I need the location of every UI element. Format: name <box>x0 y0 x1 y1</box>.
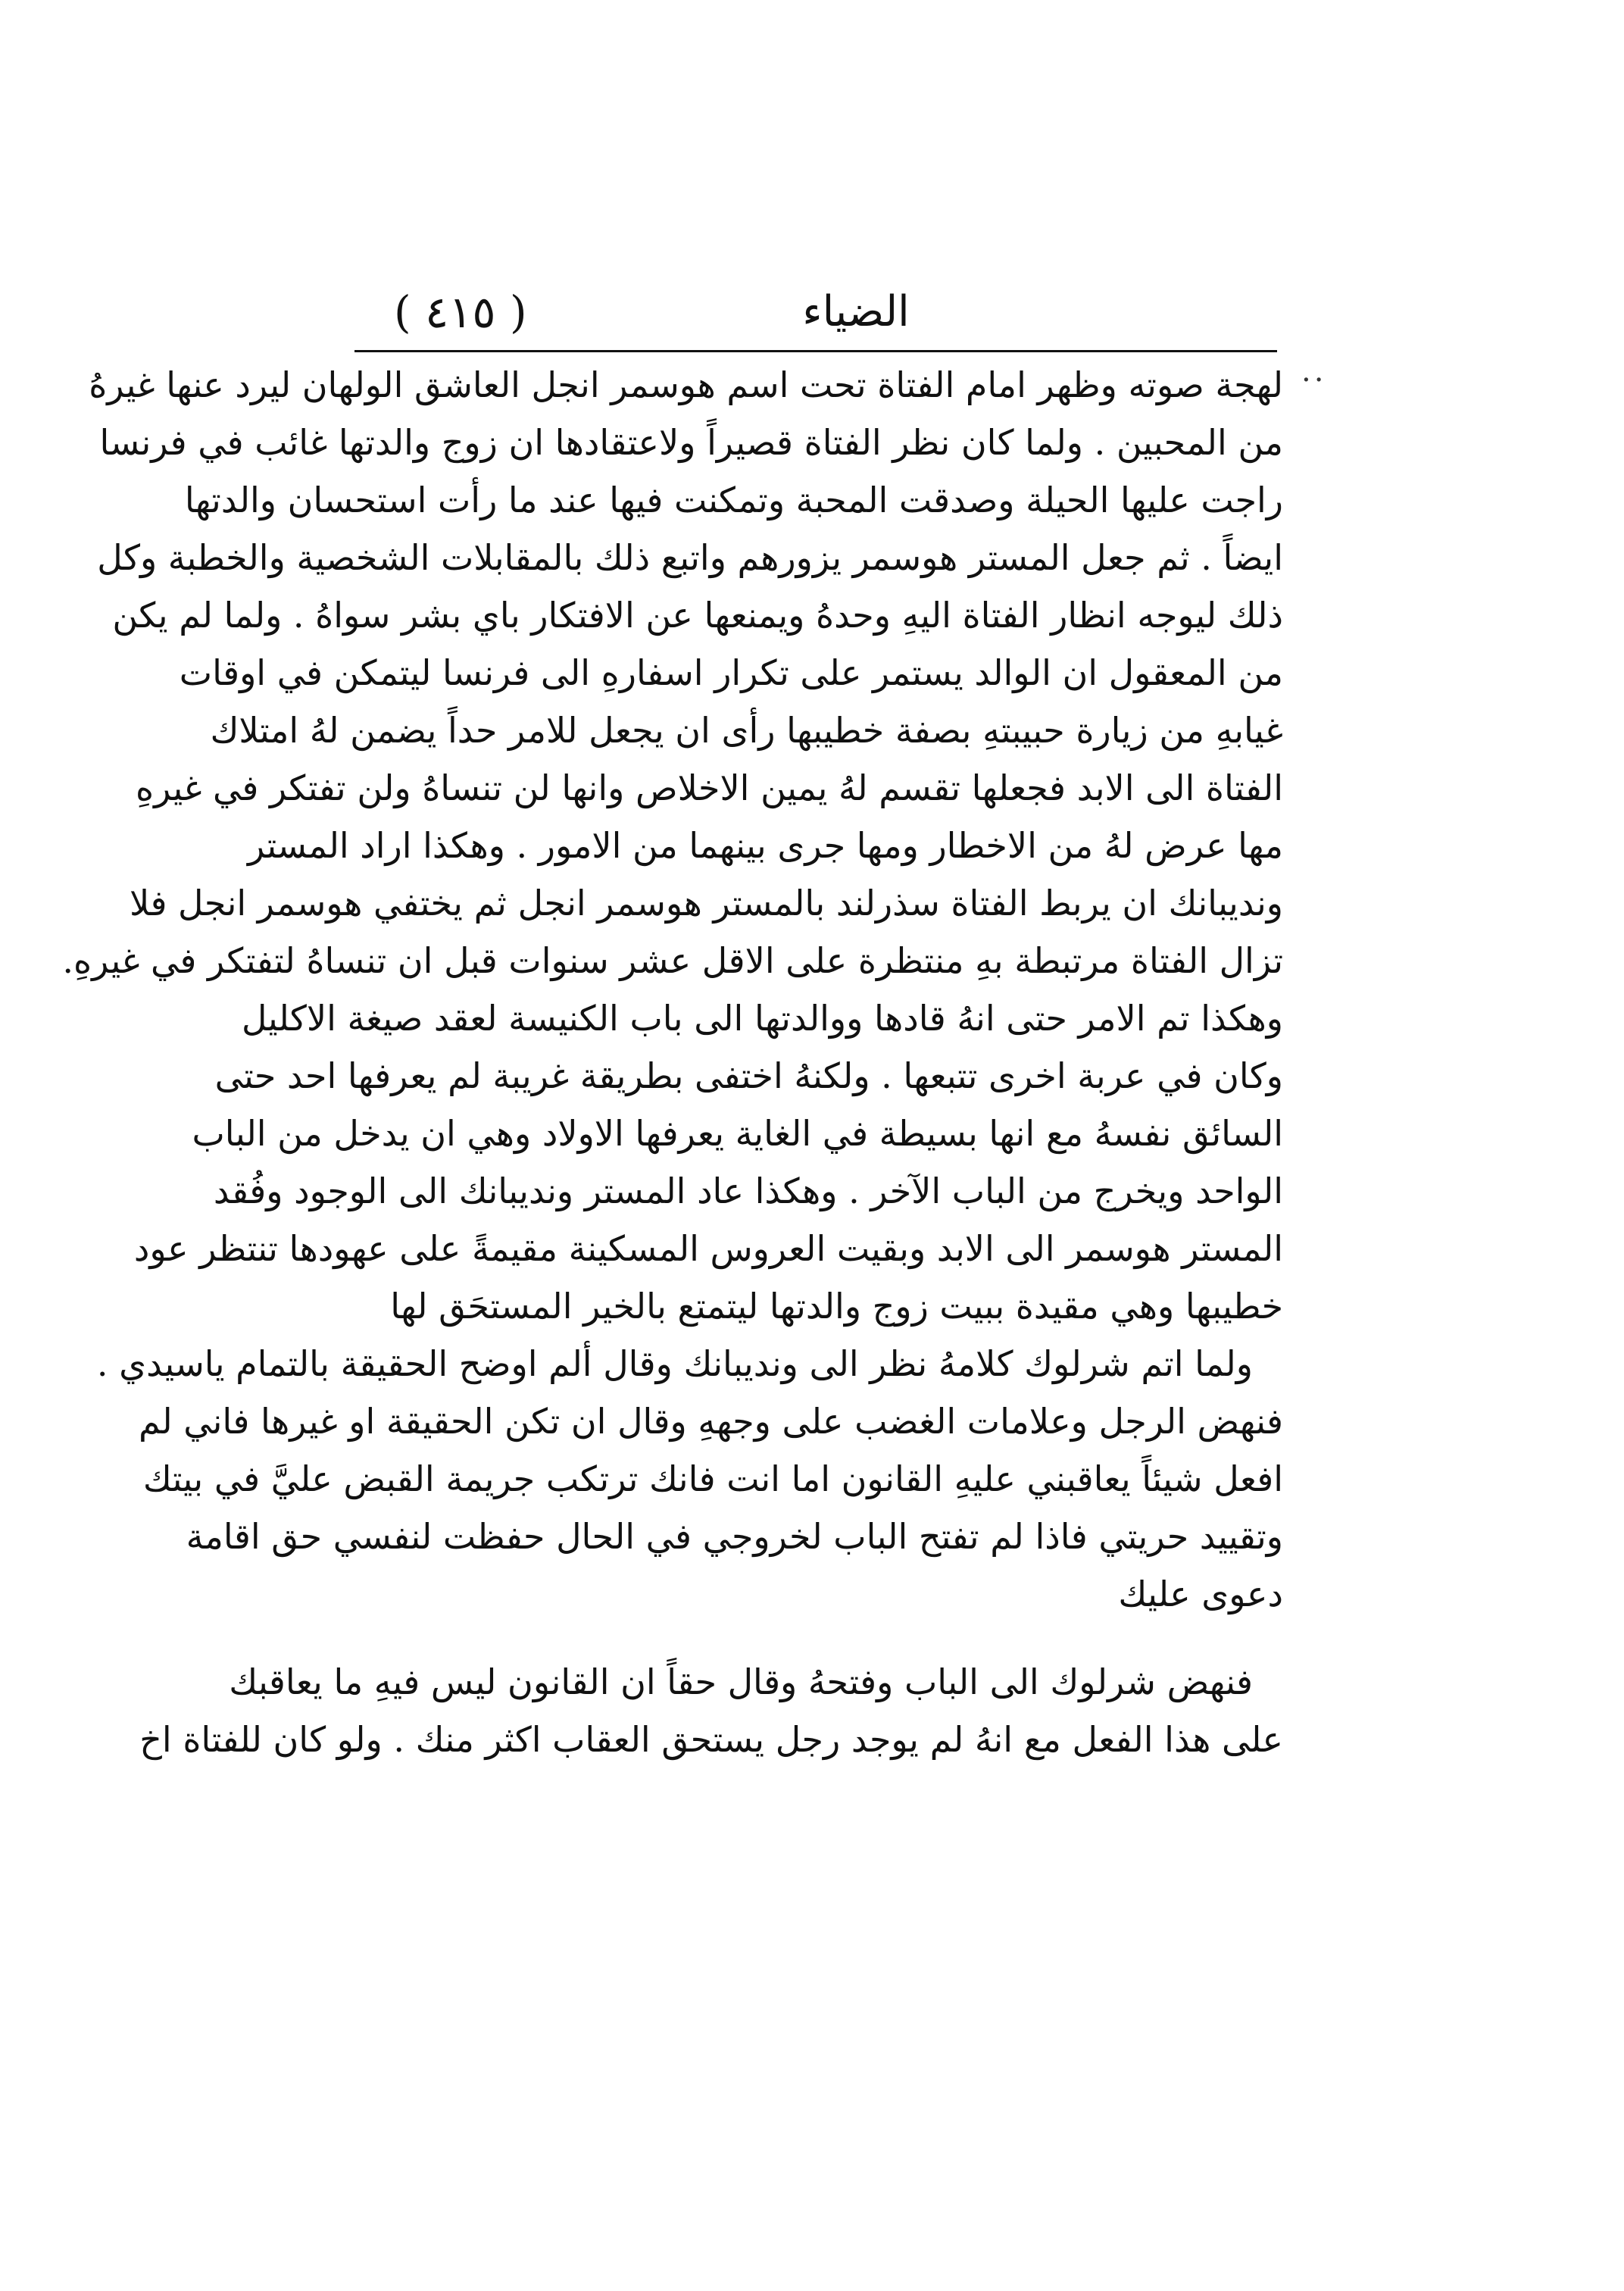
margin-mark: .. <box>1301 354 1327 389</box>
text-line: الواحد ويخرج من الباب الآخر . وهكذا عاد المستر ونديبانك الى الوجود وفُقد <box>213 1171 1283 1211</box>
text-line: فنهض الرجل وعلامات الغضب على وجههِ وقال ان تكن الحقيقة او غيرها فاني لم <box>139 1401 1283 1442</box>
text-line: من المعقول ان الوالد يستمر على تكرار اسفارهِ الى فرنسا ليتمكن في اوقات <box>179 652 1283 693</box>
text-line: راجت عليها الحيلة وصدقت المحبة وتمكنت فيها عند ما رأت استحسان والدتها <box>184 480 1283 520</box>
paragraph <box>139 1653 1283 1768</box>
text-line: وتقييد حريتي فاذا لم تفتح الباب لخروجي في الحال حفظت لنفسي حق اقامة <box>186 1516 1283 1557</box>
text-line: الفتاة الى الابد فجعلها تقسم لهُ يمين الاخلاص وانها لن تنساهُ ولن تفتكر في غيرهِ <box>135 767 1283 808</box>
body-text <box>62 356 1283 1768</box>
text-line: افعل شيئاً يعاقبني عليهِ القانون اما انت فانك ترتكب جريمة القبض عليَّ في بيتك <box>142 1458 1283 1499</box>
text-line: فنهض شرلوك الى الباب وفتحهُ وقال حقاً ان القانون ليس فيهِ ما يعاقبك <box>229 1661 1253 1702</box>
text-line: ولما اتم شرلوك كلامهُ نظر الى ونديبانك وقال ألم اوضح الحقيقة بالتمام ياسيدي . <box>96 1343 1253 1384</box>
text-line: ايضاً . ثم جعل المستر هوسمر يزورهم واتبع ذلك بالمقابلات الشخصية والخطبة وكل <box>97 537 1283 578</box>
journal-title: الضياء <box>802 287 910 336</box>
page-header <box>356 282 1273 342</box>
text-line: وكان في عربة اخرى تتبعها . ولكنهُ اختفى بطريقة غريبة لم يعرفها احد حتى <box>214 1055 1283 1096</box>
paragraph <box>96 1335 1283 1623</box>
text-line: ونديبانك ان يربط الفتاة سذرلند بالمستر هوسمر انجل ثم يختفي هوسمر انجل فلا <box>130 883 1283 924</box>
text-line: غيابهِ من زيارة حبيبتهِ بصفة خطيبها رأى ان يجعل للامر حداً يضمن لهُ امتلاك <box>210 710 1283 751</box>
text-line: وهكذا تم الامر حتى انهُ قادها ووالدتها الى باب الكنيسة لعقد صيغة الاكليل <box>242 998 1283 1039</box>
text-line: المستر هوسمر الى الابد وبقيت العروس المسكينة مقيمةً على عهودها تنتظر عود <box>133 1228 1283 1269</box>
text-line: خطيبها وهي مقيدة ببيت زوج والدتها ليتمتع بالخير المستحَق لها <box>390 1286 1283 1327</box>
text-line: السائق نفسهُ مع انها بسيطة في الغاية يعرفها الاولاد وهي ان يدخل من الباب <box>192 1113 1283 1154</box>
text-line: تزال الفتاة مرتبطة بهِ منتظرة على الاقل عشر سنوات قبل ان تنساهُ لتفتكر في غيرهِ. <box>62 940 1283 981</box>
text-line: مها عرض لهُ من الاخطار ومها جرى بينهما من الامور . وهكذا اراد المستر <box>247 825 1283 866</box>
text-line: دعوى عليك <box>1118 1574 1283 1614</box>
header-rule <box>354 350 1277 352</box>
text-line: لهجة صوته وظهر امام الفتاة تحت اسم هوسمر انجل العاشق الولهان ليرد عنها غيرهُ <box>89 364 1283 405</box>
text-line: من المحبين . ولما كان نظر الفتاة قصيراً ولاعتقادها ان زوج والدتها غائب في فرنسا <box>99 422 1283 463</box>
paragraph <box>62 356 1283 1335</box>
text-line: على هذا الفعل مع انهُ لم يوجد رجل يستحق العقاب اكثر منك . ولو كان للفتاة اخ <box>139 1719 1283 1760</box>
text-line: ذلك ليوجه انظار الفتاة اليهِ وحدهُ ويمنعها عن الافتكار باي بشر سواهُ . ولما لم يكن <box>112 595 1283 636</box>
paragraph-gap <box>350 1623 1283 1653</box>
page-number: ( ٤١٥ ) <box>394 286 527 338</box>
